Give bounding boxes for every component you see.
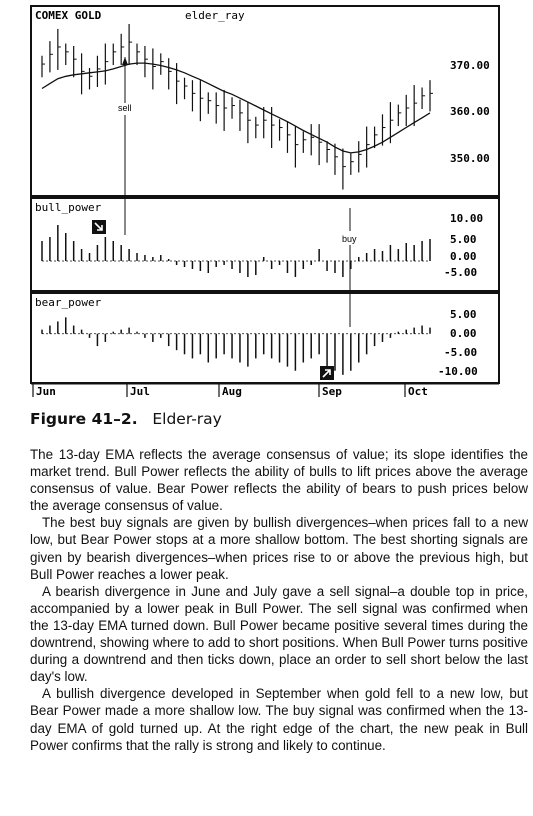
paragraph-2: The best buy signals are given by bullish divergences–when prices fall to a new low, but Bear Power stops at a more shallow bottom. The best shorting signals are given by bearish divergences–when prices rise to or above the previous high, but Bull Power reaches a lower peak.	[30, 515, 528, 582]
bull-panel-title: bull_power	[35, 201, 102, 214]
price-bar	[105, 44, 108, 85]
sell-label: sell	[118, 103, 132, 113]
price-bar	[232, 97, 235, 118]
price-bar	[406, 95, 409, 126]
price-bar	[240, 100, 243, 131]
bull-tick-0: 0.00	[450, 250, 477, 263]
price-bar	[398, 105, 401, 126]
price-bar	[359, 141, 362, 172]
price-bar	[177, 63, 180, 104]
bull-tick-10: 10.00	[450, 212, 484, 225]
price-bar	[256, 117, 259, 138]
figure-number: Figure 41–2.	[30, 410, 138, 428]
price-bar	[272, 107, 275, 148]
price-bar	[121, 34, 124, 65]
bull-tick-5: 5.00	[450, 233, 477, 246]
price-bar	[216, 92, 219, 123]
price-bar	[192, 80, 195, 111]
x-label-jul: Jul	[130, 385, 150, 398]
x-label-oct: Oct	[408, 385, 428, 398]
price-bar	[137, 44, 140, 65]
arrow-up-right-icon	[320, 366, 334, 380]
price-bar	[58, 29, 61, 70]
price-tick-350: 350.00	[450, 152, 490, 165]
price-bar	[208, 92, 211, 113]
price-bar	[303, 131, 306, 152]
bull-tick-minus5: -5.00	[444, 266, 478, 279]
price-bar	[90, 68, 93, 89]
price-bar	[287, 122, 290, 153]
figure-caption	[30, 410, 222, 428]
price-bar	[129, 24, 132, 65]
arrow-down-right-icon	[92, 220, 106, 234]
bear-tick-0: 0.00	[450, 327, 477, 340]
price-bar	[66, 44, 69, 65]
bear-tick-minus5: -5.00	[444, 346, 478, 359]
price-bar	[200, 80, 203, 121]
bear-power-bars	[42, 317, 430, 375]
sell-arrow-head	[122, 57, 128, 65]
figure-title: Elder-ray	[152, 410, 222, 428]
elder-ray-figure	[30, 5, 500, 400]
x-label-sep: Sep	[322, 385, 342, 398]
price-bar	[414, 85, 417, 126]
price-bar	[50, 41, 53, 72]
price-bar	[311, 124, 314, 155]
price-bar	[295, 127, 298, 168]
price-bar	[248, 102, 251, 143]
bear-tick-5: 5.00	[450, 308, 477, 321]
elder-ray-chart	[30, 5, 500, 400]
ema-line	[42, 63, 430, 153]
price-bar	[422, 87, 425, 108]
price-bar	[185, 78, 188, 99]
price-bar	[74, 46, 77, 77]
price-tick-360: 360.00	[450, 105, 490, 118]
x-label-jun: Jun	[36, 385, 56, 398]
price-bar	[319, 124, 322, 165]
price-bar	[280, 119, 283, 140]
bear-panel-title: bear_power	[35, 296, 102, 309]
paragraph-3: A bearish divergence in June and July gave a sell signal–a double top in price, accompanied by a lower peak in Bull Power. The sell signal was confirmed when the 13-day EMA turned down. Bull Power became positive several times during the downtrend, showing where to add to short positions. When Bull Power turns positive during a downtrend and then ticks down, place an order to sell short below the last day's low.	[30, 583, 528, 685]
x-label-aug: Aug	[222, 385, 242, 398]
paragraph-1: The 13-day EMA reflects the average consensus of value; its slope identifies the market trend. Bull Power reflects the ability of bulls to lift prices above the average consensus of value. Bear Power reflects the ability of bears to push prices below the average consensus of value.	[30, 447, 528, 514]
price-panel-subtitle: elder_ray	[185, 9, 245, 22]
price-bar	[224, 90, 227, 131]
price-bar	[42, 56, 45, 77]
bear-tick-minus10: -10.00	[438, 365, 478, 378]
buy-label: buy	[342, 234, 357, 244]
price-bar	[145, 46, 148, 77]
price-panel-title: COMEX GOLD	[35, 9, 102, 22]
price-bar	[367, 127, 370, 168]
body-text	[30, 446, 528, 754]
price-bar	[161, 53, 164, 74]
paragraph-4: A bullish divergence developed in September when gold fell to a new low, but Bear Power made a more shallow low. The buy signal was confirmed when the 13-day EMA of gold turned up. At the right edge of the chart, the new peak in Bull Power confirms that the rally is strong and likely to continue.	[30, 686, 528, 753]
price-bar	[351, 153, 354, 174]
price-bar	[113, 44, 116, 65]
price-bars	[42, 24, 433, 190]
price-tick-370: 370.00	[450, 59, 490, 72]
price-panel-frame	[31, 6, 499, 196]
price-bar	[169, 58, 172, 89]
price-bar	[430, 80, 433, 111]
price-bar	[153, 48, 156, 89]
price-bar	[343, 149, 346, 190]
